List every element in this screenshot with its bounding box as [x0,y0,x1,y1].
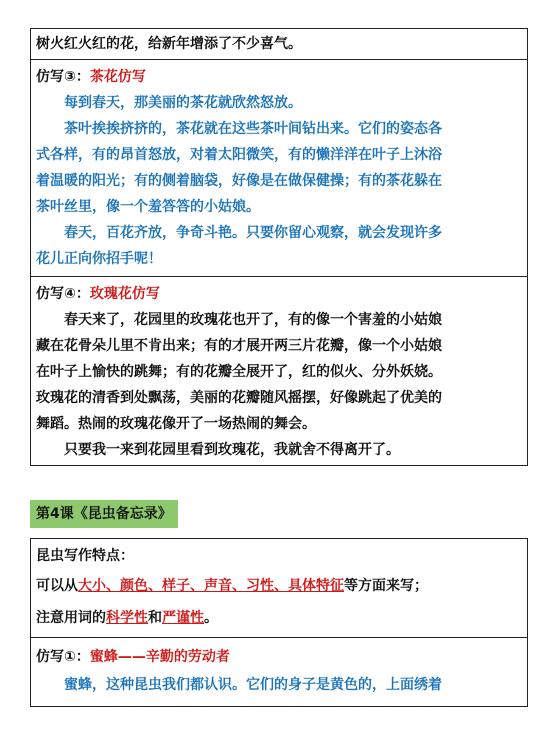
imitation1-label: 仿写①： [36,649,90,665]
imitation3-line-5: 茶叶丝里，像一个羞答答的小姑娘。 [36,199,260,215]
features-line-aspects [36,569,522,603]
imitation3-line-6: 春天，百花齐放，争奇斗艳。只要你留心观察，就会发现许多 [64,225,442,241]
aspects-suffix: 等方面来写； [344,578,428,594]
imitation3-section [31,59,527,276]
imitation-box-flowers [30,28,528,466]
wording-and: 和 [148,610,162,626]
imitation4-line-3: 在叶子上愉快的跳舞；有的花瓣全展开了，红的似火、分外妖娆。 [36,364,442,380]
imitation3-line-2: 茶叶挨挨挤挤的，茶花就在这些茶叶间钻出来。它们的姿态各 [64,121,442,137]
imitation3-title: 茶花仿写 [89,69,146,85]
imitation4-line-4: 玫瑰花的清香到处飘荡，美丽的花瓣随风摇摆，好像跳起了优美的 [36,390,442,406]
imitation4-label: 仿写④： [36,286,90,302]
features-line-wording [36,603,522,633]
imitation4-line-5: 舞蹈。热闹的玫瑰花像开了一场热闹的舞会。 [36,416,316,432]
wording-rigorous: 严谨性 [162,610,204,626]
imitation4-line-2: 藏在花骨朵儿里不肯出来；有的才展开两三片花瓣，像一个小姑娘 [36,338,442,354]
imitation1-line-1: 蜜蜂，这种昆虫我们都认识。它们的身子是黄色的，上面绣着 [64,677,442,693]
lesson-heading: 第4课《昆虫备忘录》 [30,500,178,528]
imitation3-label: 仿写③： [36,69,90,85]
aspects-prefix: 可以从 [36,578,78,594]
imitation4-heading [36,281,522,307]
wording-prefix: 注意用词的 [36,610,106,626]
features-section [31,539,527,637]
wording-scientific: 科学性 [106,610,148,626]
imitation3-line-7: 花儿正向你招手呢！ [36,251,162,267]
top-line: 树火红火红的花，给新年增添了不少喜气。 [36,36,302,52]
imitation4-section [31,276,527,465]
imitation4-line-6: 只要我一来到花园里看到玫瑰花，我就舍不得离开了。 [64,442,400,458]
imitation3-line-3: 式各样，有的昂首怒放，对着太阳微笑，有的懒洋洋在叶子上沐浴 [36,147,442,163]
wording-suffix: 。 [204,610,218,626]
aspects-highlight: 大小、颜色、样子、声音、习性、具体特征 [78,578,344,594]
imitation3-heading [36,64,522,90]
imitation3-line-4: 着温暖的阳光；有的侧着脑袋，好像是在做保健操；有的茶花躲在 [36,173,442,189]
top-row [31,29,527,59]
imitation1-title: 蜜蜂——辛勤的劳动者 [89,649,230,665]
features-title: 昆虫写作特点： [36,548,134,564]
imitation1-heading [36,644,522,670]
imitation3-line-1: 每到春天，那美丽的茶花就欣然怒放。 [64,95,302,111]
imitation1-section [31,637,527,706]
insect-writing-box [30,538,528,707]
imitation4-line-1: 春天来了，花园里的玫瑰花也开了，有的像一个害羞的小姑娘 [64,312,442,328]
imitation4-title: 玫瑰花仿写 [89,286,160,302]
